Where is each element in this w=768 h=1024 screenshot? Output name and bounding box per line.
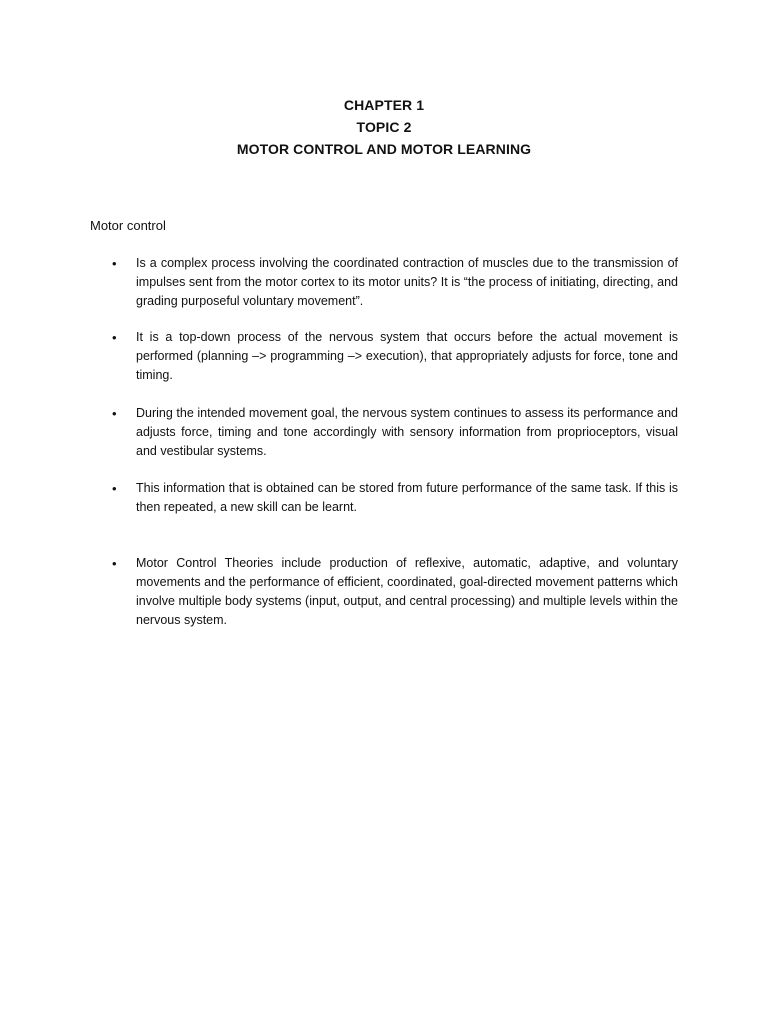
bullet-marker: • — [112, 330, 117, 345]
bullet-text: Motor Control Theories include production of reflexive, automatic, adaptive, and voluntary movements and the performance of efficient, coordinated, goal-directed movement patterns which involve multiple body systems (input, output, and central processing) and multiple levels within the nervous system. — [136, 556, 678, 627]
bullet-text: This information that is obtained can be stored from future performance of the same task. If this is then repeated, a new skill can be learnt. — [136, 481, 678, 514]
section-heading: Motor control — [90, 218, 166, 233]
bullet-marker: • — [112, 556, 117, 571]
bullet-text: During the intended movement goal, the nervous system continues to assess its performance and adjusts force, timing and tone accordingly with sensory information from proprioceptors, visual and vestibular systems. — [136, 406, 678, 458]
topic-label: TOPIC 2 — [356, 119, 412, 135]
bullet-marker: • — [112, 256, 117, 271]
chapter-label: CHAPTER 1 — [343, 97, 425, 113]
bullet-marker: • — [112, 406, 117, 421]
bullet-text: Is a complex process involving the coordinated contraction of muscles due to the transmission of impulses sent from the motor cortex to its motor units? It is “the process of initiating, directing, and grading purposeful voluntary movement”. — [136, 256, 678, 308]
document-header — [0, 94, 768, 160]
document-title: MOTOR CONTROL AND MOTOR LEARNING — [236, 141, 532, 157]
bullet-text: It is a top-down process of the nervous system that occurs before the actual movement is performed (planning –> programming –> execution), that appropriately adjusts for force, tone and timing. — [136, 330, 678, 382]
bullet-marker: • — [112, 481, 117, 496]
